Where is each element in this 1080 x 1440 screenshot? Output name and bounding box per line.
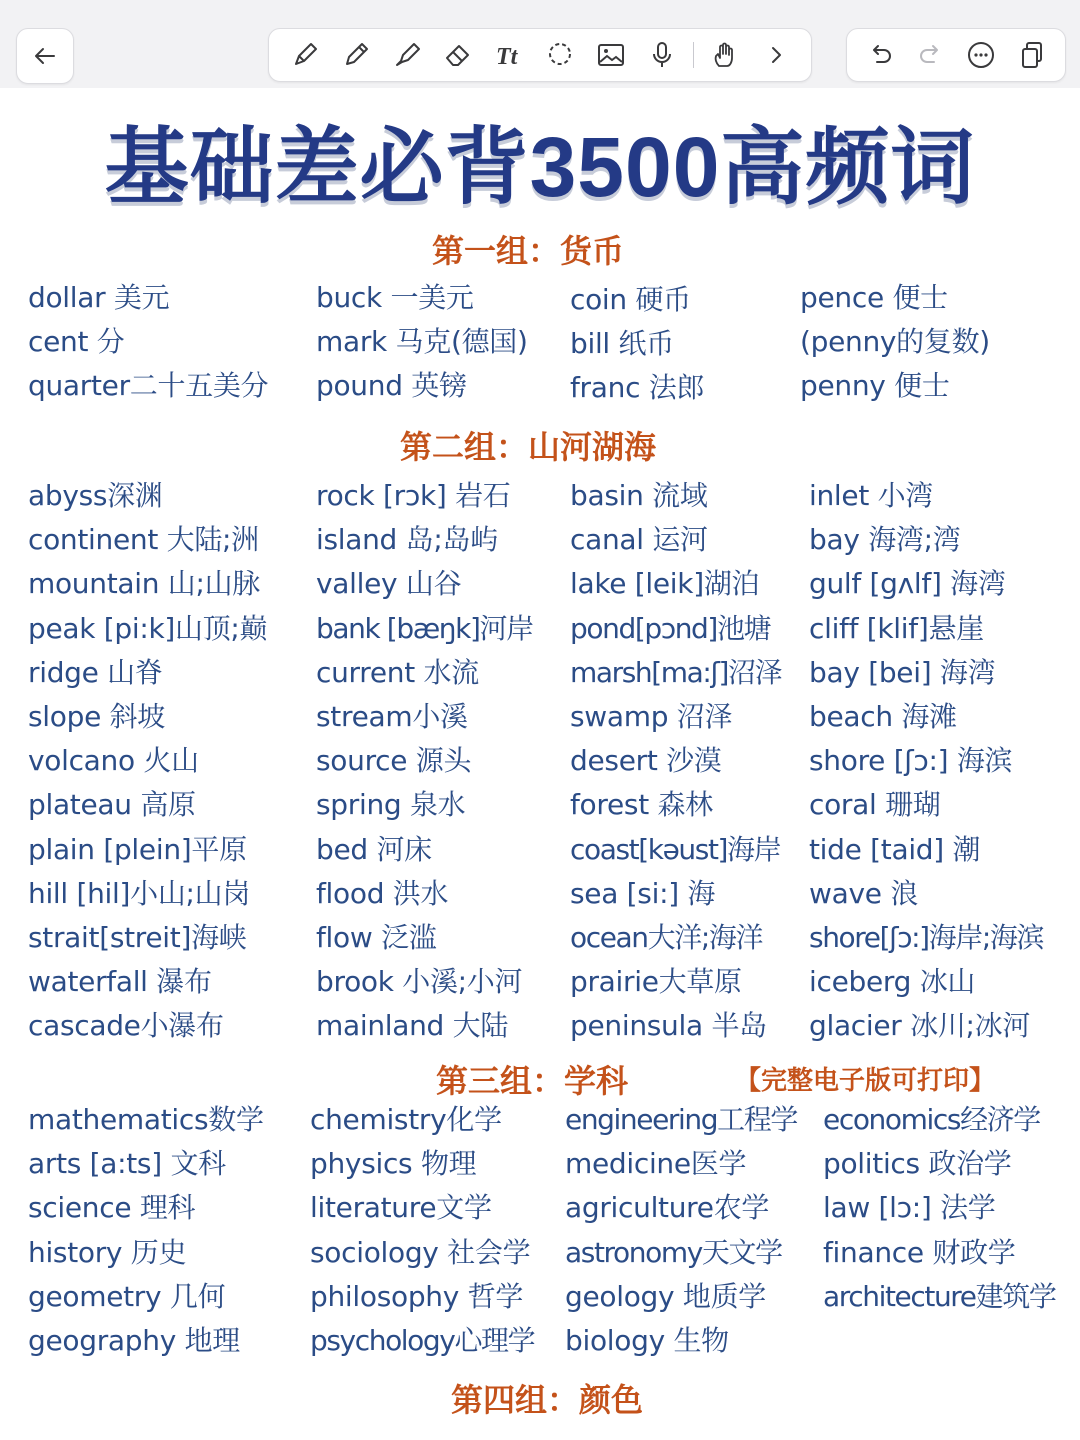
pencil-icon[interactable]	[336, 35, 376, 75]
word-entry: geometry 几何	[28, 1279, 226, 1313]
group2-column-4	[809, 474, 1043, 1048]
group-heading-subjects: 第三组：学科	[436, 1062, 629, 1100]
word-entry: psychology心理学	[310, 1323, 535, 1357]
word-entry: shore[ʃɔ:]海岸;海滨	[809, 920, 1044, 954]
word-entry: prairie大草原	[570, 965, 742, 999]
word-entry: pence 便士	[800, 281, 948, 314]
word-entry: history 历史	[28, 1235, 187, 1269]
word-entry: cent 分	[28, 325, 125, 358]
word-entry: bay [bei] 海湾	[809, 655, 996, 689]
eraser-icon[interactable]	[438, 35, 478, 75]
word-entry: rock [rɔk] 岩石	[316, 479, 511, 512]
word-entry: inlet 小湾	[809, 479, 934, 512]
word-entry: flow 泛滥	[316, 920, 437, 954]
top-toolbar	[0, 0, 1080, 88]
word-entry: mountain 山;山脉	[28, 567, 260, 601]
document-actions	[846, 28, 1066, 82]
word-entry: plain [plein]平原	[28, 832, 247, 866]
word-entry: coast[kəust]海岸	[570, 832, 781, 866]
word-entry: mainland 大陆	[316, 1009, 509, 1043]
word-entry: bed 河床	[316, 832, 432, 866]
group1-column-4	[800, 276, 990, 408]
word-entry: iceberg 冰山	[809, 965, 976, 999]
image-icon[interactable]	[591, 35, 631, 75]
word-entry: agriculture农学	[565, 1191, 770, 1225]
word-entry: plateau 高原	[28, 788, 196, 822]
redo-icon[interactable]	[911, 35, 951, 75]
word-entry: architecture建筑学	[823, 1279, 1056, 1313]
word-entry: franc 法郎	[570, 371, 705, 404]
word-entry: science 理科	[28, 1191, 196, 1225]
word-entry: physics 物理	[310, 1147, 477, 1181]
word-entry: valley 山谷	[316, 567, 462, 601]
word-entry: buck 一美元	[316, 281, 474, 314]
word-entry: basin 流域	[570, 479, 708, 512]
word-entry: literature文学	[310, 1191, 492, 1225]
group3-column-2	[310, 1098, 534, 1363]
word-entry: volcano 火山	[28, 744, 199, 778]
text-tool-icon[interactable]	[489, 35, 529, 75]
word-entry: peak [pi:k]山顶;巅	[28, 611, 268, 645]
word-entry: brook 小溪;小河	[316, 965, 523, 999]
word-entry: strait[streit]海峡	[28, 920, 247, 954]
word-entry: continent 大陆;洲	[28, 523, 259, 557]
word-entry: peninsula 半岛	[570, 1009, 767, 1043]
word-entry: medicine医学	[565, 1147, 747, 1181]
word-entry: politics 政治学	[823, 1147, 1012, 1181]
word-entry: shore [ʃɔ:] 海滨	[809, 744, 1013, 778]
pen-icon[interactable]	[285, 35, 325, 75]
pages-icon[interactable]	[1012, 35, 1052, 75]
word-entry: forest 森林	[570, 788, 713, 822]
group2-column-2	[316, 474, 533, 1048]
word-entry: wave 浪	[809, 876, 918, 910]
word-entry: quarter二十五美分	[28, 369, 269, 402]
highlighter-icon[interactable]	[387, 35, 427, 75]
word-entry: biology 生物	[565, 1323, 729, 1357]
word-entry: beach 海滩	[809, 699, 957, 733]
word-entry: glacier 冰川;冰河	[809, 1009, 1031, 1043]
group3-column-1	[28, 1098, 264, 1363]
group3-column-3	[565, 1098, 797, 1363]
word-entry: ridge 山脊	[28, 655, 163, 689]
word-entry: desert 沙漠	[570, 744, 722, 778]
microphone-icon[interactable]	[642, 35, 682, 75]
word-entry: mathematics数学	[28, 1103, 264, 1136]
word-entry: chemistry化学	[310, 1103, 502, 1136]
word-entry: astronomy天文学	[565, 1235, 782, 1269]
hand-gesture-icon[interactable]	[705, 35, 745, 75]
word-entry: law [lɔ:] 法学	[823, 1191, 996, 1225]
word-entry: arts [a:ts] 文科	[28, 1147, 226, 1181]
word-entry: hill [hil]小山;山岗	[28, 876, 251, 910]
undo-icon[interactable]	[860, 35, 900, 75]
back-button[interactable]	[16, 28, 74, 84]
word-entry: engineering工程学	[565, 1103, 797, 1136]
promo-label: 【完整电子版可打印】	[735, 1066, 996, 1096]
word-entry: coin 硬币	[570, 283, 691, 316]
word-entry: source 源头	[316, 744, 472, 778]
toolbar-divider	[693, 42, 694, 68]
word-entry: finance 财政学	[823, 1235, 1016, 1269]
word-entry: economics经济学	[823, 1103, 1040, 1136]
word-entry: spring 泉水	[316, 788, 466, 822]
group1-column-2	[316, 276, 528, 408]
group1-column-1	[28, 276, 268, 408]
word-entry: geology 地质学	[565, 1279, 766, 1313]
word-entry: current 水流	[316, 655, 479, 689]
group-heading-landforms: 第二组：山河湖海	[400, 428, 657, 466]
word-entry: gulf [gʌlf] 海湾	[809, 567, 1006, 601]
back-icon[interactable]	[25, 36, 65, 76]
word-entry: island 岛;岛屿	[316, 523, 498, 557]
word-entry: mark 马克(德国)	[316, 325, 528, 358]
word-entry: (penny的复数)	[800, 325, 990, 358]
word-entry: bay 海湾;湾	[809, 523, 961, 557]
word-entry: philosophy 哲学	[310, 1279, 524, 1313]
word-entry: lake [leik]湖泊	[570, 567, 760, 601]
word-entry: abyss深渊	[28, 479, 163, 512]
chevron-right-icon[interactable]	[756, 35, 796, 75]
word-entry: cascade小瀑布	[28, 1009, 224, 1043]
word-entry: pound 英镑	[316, 369, 467, 402]
word-entry: penny 便士	[800, 369, 950, 402]
word-entry: sea [si:] 海	[570, 876, 716, 910]
word-entry: bank [bæŋk]河岸	[316, 611, 533, 645]
word-entry: dollar 美元	[28, 281, 170, 314]
word-entry: pond[pɔnd]池塘	[570, 611, 771, 645]
word-entry: swamp 沼泽	[570, 699, 733, 733]
word-entry: ocean大洋;海洋	[570, 920, 763, 954]
svg-text:Tt: Tt	[495, 44, 517, 70]
group2-column-1	[28, 474, 267, 1048]
more-icon[interactable]	[961, 35, 1001, 75]
word-entry: geography 地理	[28, 1323, 240, 1357]
word-entry: waterfall 瀑布	[28, 965, 212, 999]
group1-column-3	[570, 278, 704, 410]
page-title: 基础差必背3500高频词	[104, 120, 976, 214]
group-heading-currency: 第一组：货币	[432, 232, 625, 270]
word-entry: sociology 社会学	[310, 1235, 531, 1269]
lasso-icon[interactable]	[540, 35, 580, 75]
group3-column-4	[823, 1098, 1055, 1319]
word-entry: flood 洪水	[316, 876, 449, 910]
word-entry: cliff [klif]悬崖	[809, 611, 984, 645]
group2-column-3	[570, 474, 781, 1048]
word-entry: coral 珊瑚	[809, 788, 941, 822]
word-entry: marsh[ma:ʃ]沼泽	[570, 655, 782, 689]
word-entry: stream小溪	[316, 699, 468, 733]
word-entry: bill 纸币	[570, 327, 674, 360]
word-entry: slope 斜坡	[28, 699, 165, 733]
word-entry: canal 运河	[570, 523, 708, 557]
word-entry: tide [taid] 潮	[809, 832, 981, 866]
group-heading-colors: 第四组：颜色	[451, 1381, 644, 1419]
drawing-tools	[268, 28, 812, 82]
